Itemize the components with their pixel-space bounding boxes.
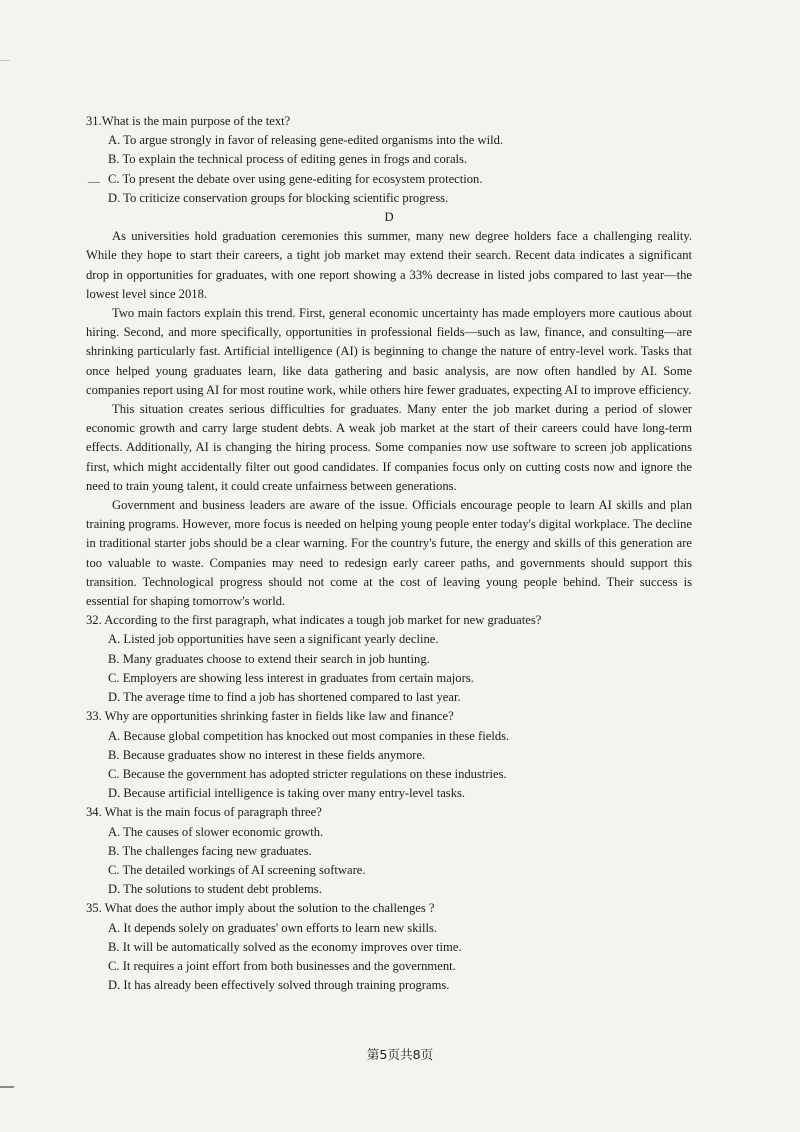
option-a: A. The causes of slower economic growth.: [108, 824, 324, 839]
option-b: B. To explain the technical process of editing genes in frogs and corals.: [108, 152, 468, 167]
exam-page: [86, 112, 692, 995]
option-a: A. Listed job opportunities have seen a significant yearly decline.: [108, 632, 439, 647]
option-c: C. It requires a joint effort from both businesses and the government.: [108, 958, 456, 973]
option-a: A. Because global competition has knocked out most companies in these fields.: [108, 728, 510, 743]
scan-edge-mark-bottom: [0, 1086, 14, 1088]
option-b: B. The challenges facing new graduates.: [108, 843, 312, 858]
page-number-footer: 第5页共8页: [366, 1047, 434, 1062]
paragraph-3: This situation creates serious difficulties for graduates. Many enter the job market during a period of slower economic growth and carry large student debts. A weak job market at the start of their careers could have long-term effects. Additionally, AI is changing the hiring process. Some companies now use software to screen job applications first, which might accidentally filter out good candidates. If companies focus only on cutting costs now and ignore the need to train young talent, it could create unfairness between generations.: [86, 402, 692, 493]
question-stem: 34. What is the main focus of paragraph three?: [86, 805, 322, 820]
paragraph-2: Two main factors explain this trend. First, general economic uncertainty has made employers more cautious about hiring. Second, and more specifically, opportunities in professional fields—such as law, finance, and consulting—are shrinking particularly fast. Artificial intelligence (AI) is beginning to change the nature of entry-level work. Tasks that once helped young graduates learn, like data gathering and basic analysis, are now often handled by AI. Some companies report using AI for most routine work, while others hire fewer graduates, expecting AI to improve efficiency.: [86, 306, 692, 397]
question-32: [86, 611, 692, 707]
question-34: [86, 803, 692, 899]
question-33: [86, 707, 692, 803]
pencil-tick-mark: —: [88, 173, 100, 188]
option-a: A. It depends solely on graduates' own efforts to learn new skills.: [108, 920, 438, 935]
option-b: B. It will be automatically solved as the economy improves over time.: [108, 939, 462, 954]
option-c: [88, 170, 692, 189]
option-c: C. Employers are showing less interest in graduates from certain majors.: [108, 670, 474, 685]
passage-d: [86, 227, 692, 611]
option-d: D. To criticize conservation groups for blocking scientific progress.: [108, 190, 449, 205]
question-stem: 31.What is the main purpose of the text?: [86, 114, 291, 128]
question-stem: 33. Why are opportunities shrinking faster in fields like law and finance?: [86, 709, 454, 724]
scan-edge-mark-top: [0, 60, 10, 61]
paragraph-1: As universities hold graduation ceremonies this summer, many new degree holders face a challenging reality. While they hope to start their careers, a tight job market may extend their search. Recent data indicates a significant drop in opportunities for graduates, with one report showing a 33% decrease in listed jobs compared to last year—the lowest level since 2018.: [86, 229, 692, 301]
option-c: C. The detailed workings of AI screening software.: [108, 862, 366, 877]
question-stem: 32. According to the first paragraph, what indicates a tough job market for new graduates?: [86, 613, 542, 628]
question-31: [86, 112, 692, 208]
option-d: D. It has already been effectively solved through training programs.: [108, 978, 450, 993]
option-d: D. The solutions to student debt problems.: [108, 882, 322, 897]
passage-letter: D: [384, 210, 394, 225]
question-35: [86, 899, 692, 995]
option-c: C. Because the government has adopted stricter regulations on these industries.: [108, 766, 507, 781]
question-stem: 35. What does the author imply about the solution to the challenges ?: [86, 901, 435, 916]
option-d: D. Because artificial intelligence is taking over many entry-level tasks.: [108, 786, 466, 801]
paragraph-4: Government and business leaders are aware of the issue. Officials encourage people to learn AI skills and plan training programs. However, more focus is needed on helping young people enter today's digital workplace. The decline in traditional starter jobs should be a clear warning. For the country's future, the energy and skills of this generation are too valuable to waste. Companies may need to redesign early career paths, and governments should support this transition. Technological progress should not come at the cost of leaving young people behind. Their success is essential for shaping tomorrow's world.: [86, 498, 692, 609]
option-c-text: C. To present the debate over using gene-editing for ecosystem protection.: [108, 171, 483, 186]
option-a: A. To argue strongly in favor of releasing gene-edited organisms into the wild.: [108, 133, 504, 148]
option-d: D. The average time to find a job has shortened compared to last year.: [108, 690, 461, 705]
option-b: B. Many graduates choose to extend their search in job hunting.: [108, 651, 430, 666]
option-b: B. Because graduates show no interest in these fields anymore.: [108, 747, 426, 762]
